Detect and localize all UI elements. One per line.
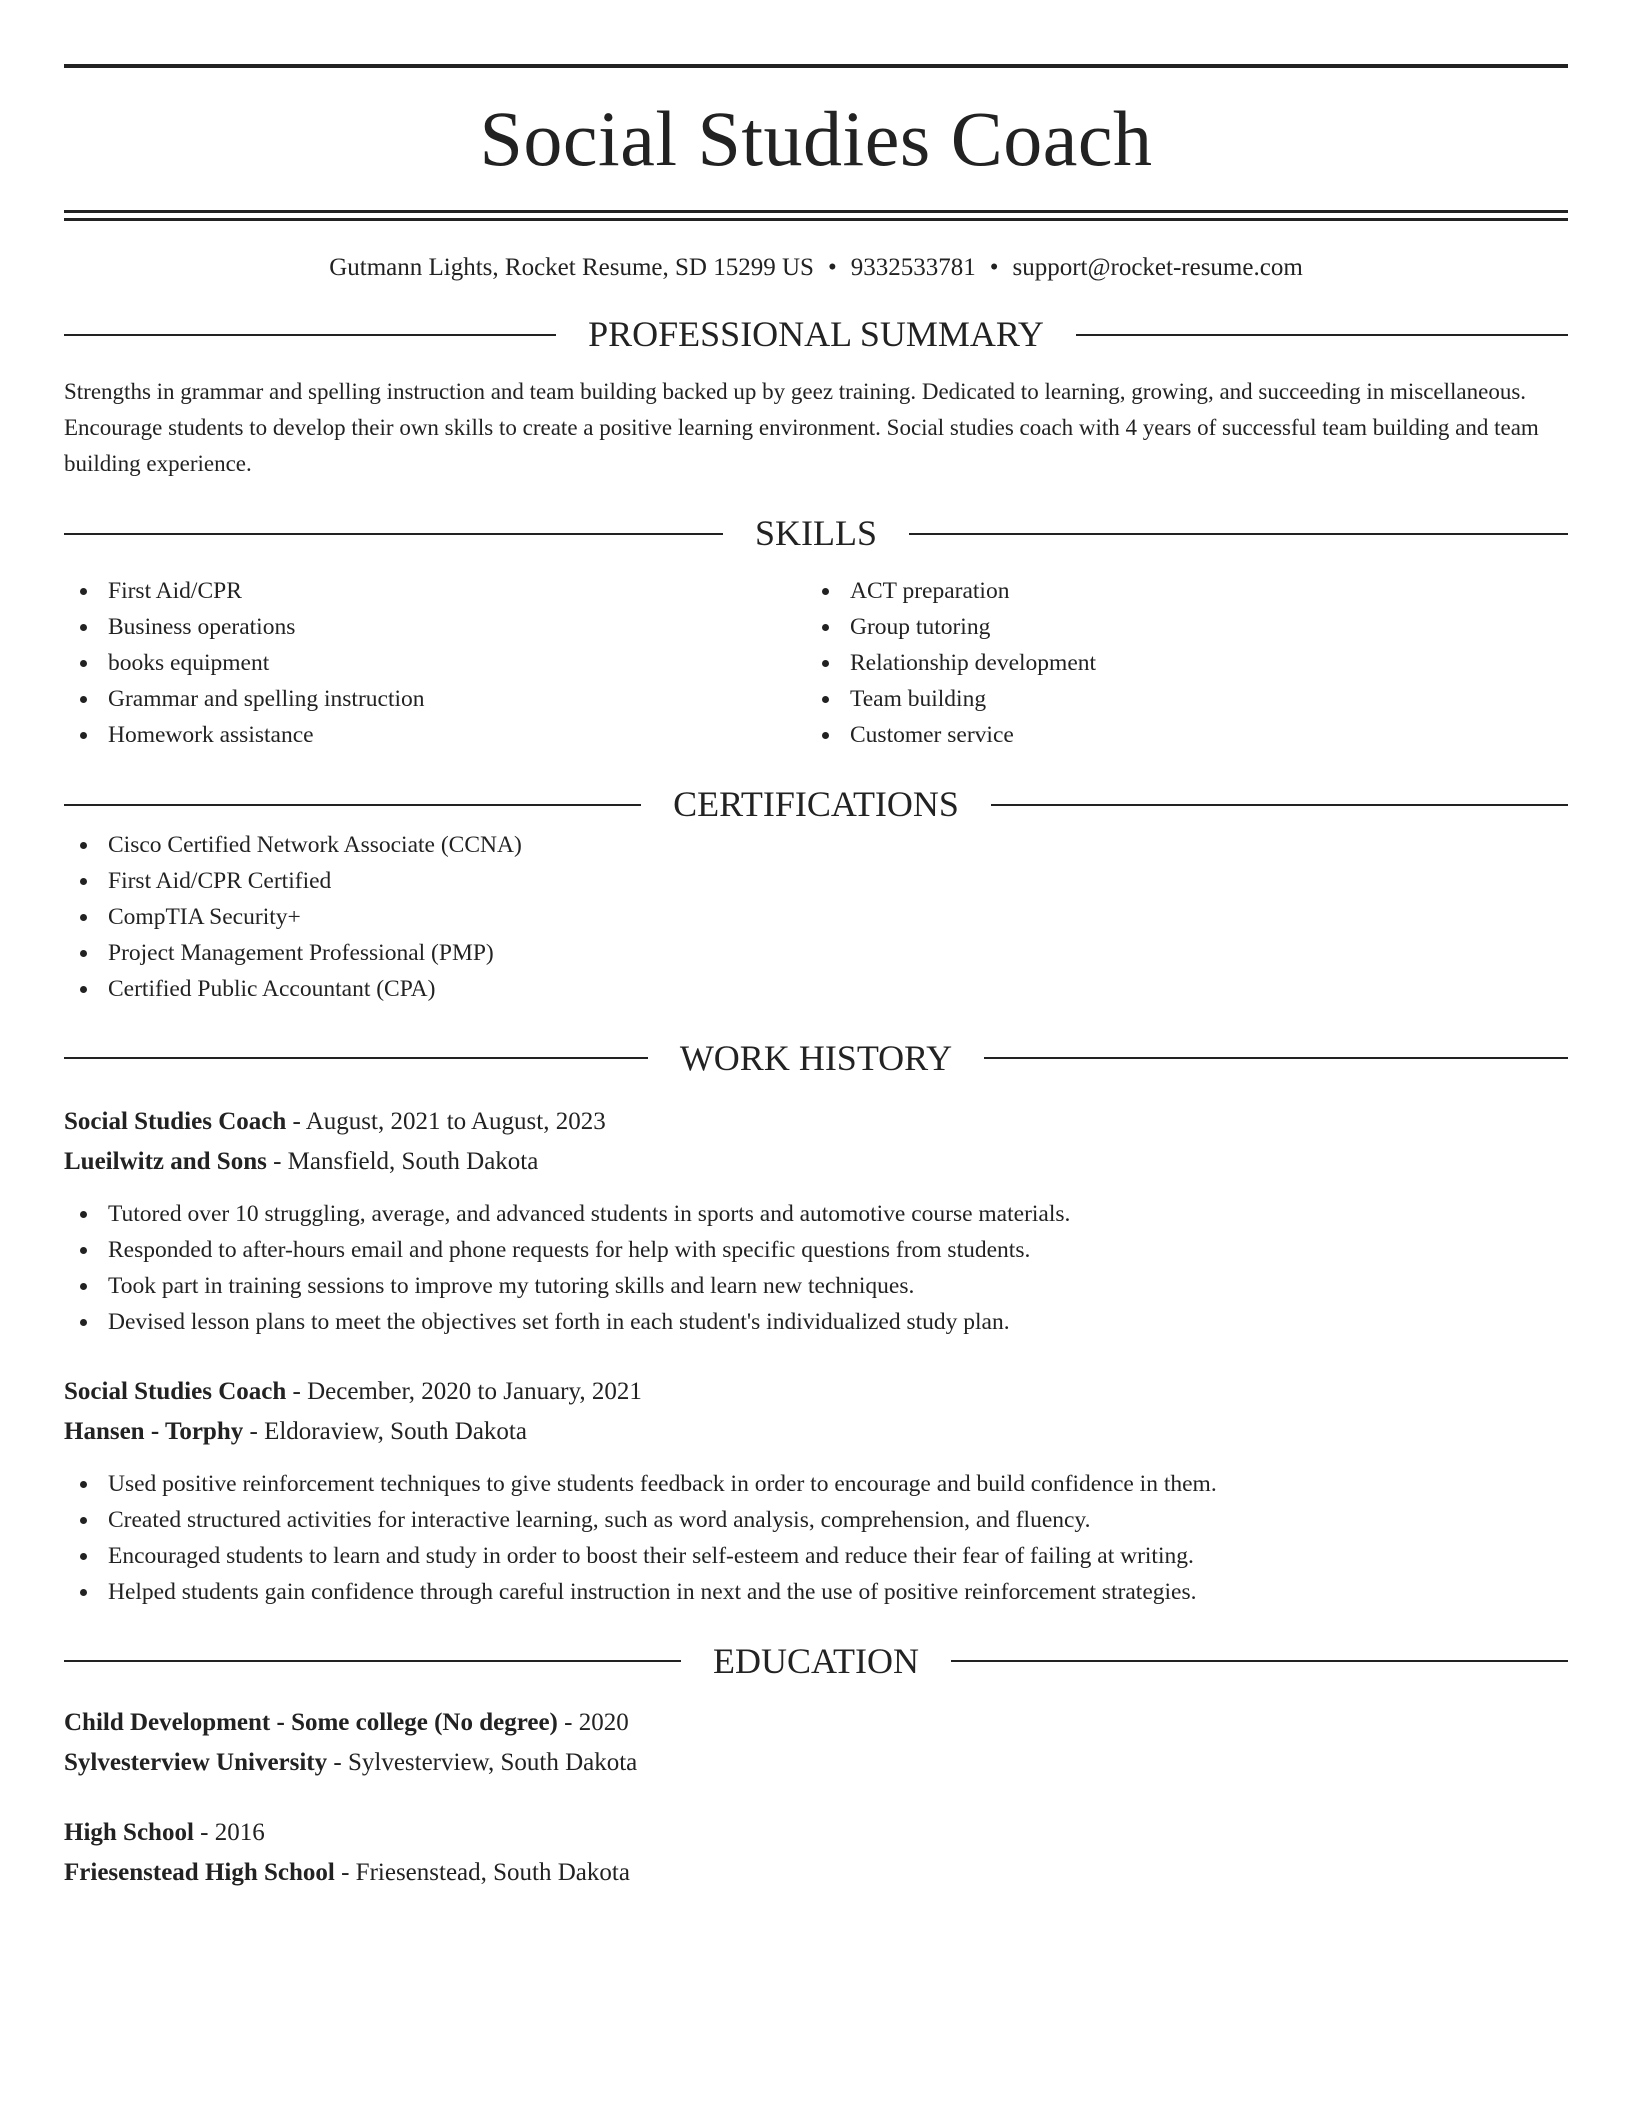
education-degree-line — [64, 1813, 1568, 1853]
job-entry — [64, 1372, 1568, 1610]
skill-item: Customer service — [806, 717, 1548, 753]
job-company: Lueilwitz and Sons — [64, 1147, 267, 1175]
skill-item: ACT preparation — [806, 573, 1548, 609]
job-bullet: Encouraged students to learn and study in order to boost their self-esteem and reduce their fear of failing at writing. — [64, 1538, 1568, 1574]
skill-item: books equipment — [64, 645, 806, 681]
education-year: - 2020 — [557, 1708, 629, 1736]
section-heading-certifications — [64, 783, 1568, 826]
skills-column-right — [806, 573, 1548, 753]
section-title: WORK HISTORY — [679, 1037, 953, 1078]
skill-item: Business operations — [64, 609, 806, 645]
education-school: Friesenstead High School — [64, 1858, 335, 1886]
heading-rule — [984, 1057, 1568, 1059]
education-school-line — [64, 1853, 1568, 1893]
skills-list — [64, 573, 1568, 753]
certification-item: Certified Public Accountant (CPA) — [64, 971, 1568, 1007]
contact-phone: 9332533781 — [850, 254, 976, 281]
job-title-line — [64, 1102, 1568, 1142]
section-heading-education — [64, 1640, 1568, 1683]
heading-rule — [909, 533, 1568, 535]
section-title: CERTIFICATIONS — [673, 784, 959, 825]
section-title: SKILLS — [755, 513, 878, 554]
job-company-line — [64, 1412, 1568, 1452]
skill-item: First Aid/CPR — [64, 573, 806, 609]
education-degree: High School — [64, 1818, 194, 1846]
certification-item: First Aid/CPR Certified — [64, 863, 1568, 899]
heading-rule — [1076, 334, 1568, 336]
job-location: - Mansfield, South Dakota — [266, 1147, 539, 1175]
section-title: EDUCATION — [713, 1640, 919, 1681]
section-heading-skills — [64, 512, 1568, 555]
education-location: - Sylvesterview, South Dakota — [327, 1748, 638, 1776]
job-title-line — [64, 1372, 1568, 1412]
skill-item: Relationship development — [806, 645, 1548, 681]
skill-item: Homework assistance — [64, 717, 806, 753]
job-entry — [64, 1102, 1568, 1340]
job-company: Hansen - Torphy — [64, 1417, 244, 1445]
job-bullet: Tutored over 10 struggling, average, and advanced students in sports and automotive course materials. — [64, 1196, 1568, 1232]
job-title: Social Studies Coach — [64, 1377, 287, 1405]
contact-address: Gutmann Lights, Rocket Resume, SD 15299 US — [329, 254, 814, 281]
contact-line — [64, 253, 1568, 283]
heading-rule — [64, 1057, 648, 1059]
heading-rule — [64, 334, 556, 336]
job-bullets — [64, 1196, 1568, 1340]
education-entry — [64, 1703, 1568, 1783]
job-location: - Eldoraview, South Dakota — [243, 1417, 527, 1445]
certification-item: Project Management Professional (PMP) — [64, 935, 1568, 971]
job-dates: - August, 2021 to August, 2023 — [286, 1107, 606, 1135]
heading-rule — [64, 804, 641, 806]
certifications-list — [64, 827, 1568, 1007]
job-dates: - December, 2020 to January, 2021 — [286, 1377, 642, 1405]
job-bullets — [64, 1466, 1568, 1610]
education-degree-line — [64, 1703, 1568, 1743]
skill-item: Team building — [806, 681, 1548, 717]
heading-rule — [64, 533, 723, 535]
heading-rule — [991, 804, 1568, 806]
education-year: - 2016 — [193, 1818, 265, 1846]
section-title: PROFESSIONAL SUMMARY — [588, 314, 1044, 354]
top-rule — [64, 64, 1568, 68]
resume-page — [64, 64, 1568, 1893]
education-entry — [64, 1813, 1568, 1893]
job-bullet: Took part in training sessions to improve my tutoring skills and learn new techniques. — [64, 1268, 1568, 1304]
section-heading-summary — [64, 313, 1568, 356]
job-title: Social Studies Coach — [64, 1107, 287, 1135]
contact-separator: • — [989, 254, 999, 281]
skills-column-left — [64, 573, 806, 753]
job-bullet: Devised lesson plans to meet the objectives set forth in each student's individualized study plan. — [64, 1304, 1568, 1340]
resume-name: Social Studies Coach — [479, 95, 1153, 182]
job-bullet: Helped students gain confidence through careful instruction in next and the use of positive reinforcement strategies. — [64, 1574, 1568, 1610]
education-location: - Friesenstead, South Dakota — [334, 1858, 630, 1886]
summary-text: Strengths in grammar and spelling instruction and team building backed up by geez training. Dedicated to learning, growing, and succeeding in miscellaneous. Encourage students to develop their own skills to create a positive learning environment. Social studies coach with 4 years of successful team building and team building experience. — [64, 379, 1539, 477]
double-rule — [64, 210, 1568, 221]
contact-email: support@rocket-resume.com — [1012, 254, 1303, 281]
job-bullet: Used positive reinforcement techniques to give students feedback in order to encourage and build confidence in them. — [64, 1466, 1568, 1502]
section-heading-work — [64, 1037, 1568, 1080]
education-school-line — [64, 1743, 1568, 1783]
skill-item: Group tutoring — [806, 609, 1548, 645]
contact-separator: • — [827, 254, 837, 281]
skill-item: Grammar and spelling instruction — [64, 681, 806, 717]
job-bullet: Responded to after-hours email and phone requests for help with specific questions from students. — [64, 1232, 1568, 1268]
education-degree: Child Development - Some college (No degree) — [64, 1708, 558, 1736]
job-company-line — [64, 1142, 1568, 1182]
heading-rule — [951, 1660, 1568, 1662]
heading-rule — [64, 1660, 681, 1662]
education-school: Sylvesterview University — [64, 1748, 328, 1776]
certification-item: Cisco Certified Network Associate (CCNA) — [64, 827, 1568, 863]
job-bullet: Created structured activities for interactive learning, such as word analysis, comprehension, and fluency. — [64, 1502, 1568, 1538]
certification-item: CompTIA Security+ — [64, 899, 1568, 935]
